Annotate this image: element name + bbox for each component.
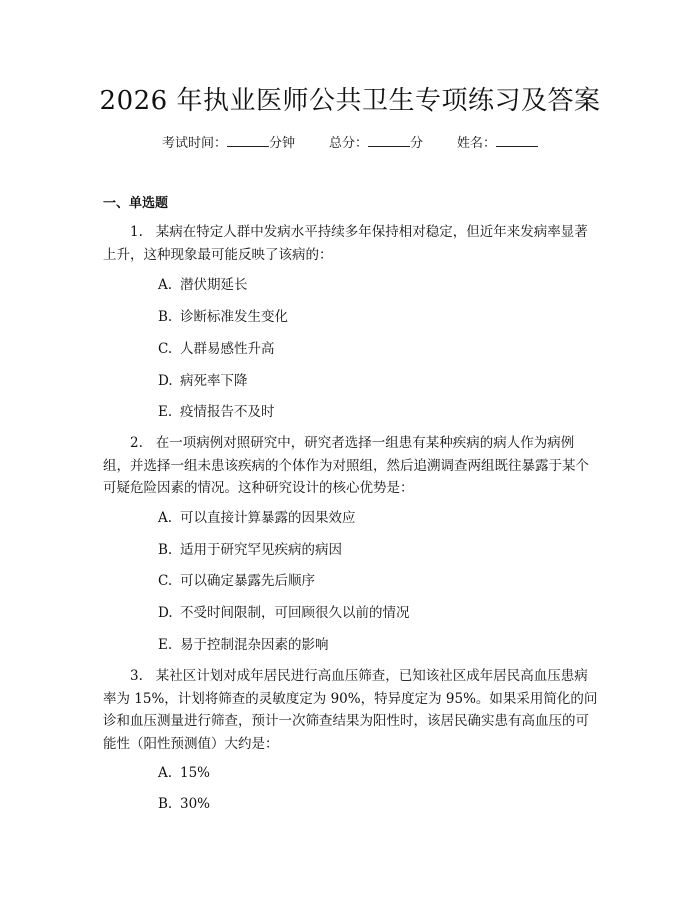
- option-item: [158, 403, 275, 421]
- page-title: 2026 年执业医师公共卫生专项练习及答案: [99, 86, 601, 116]
- option-letter: B.: [158, 796, 173, 812]
- score-unit: 分: [410, 136, 424, 151]
- option-letter: D.: [158, 605, 173, 621]
- option-text: 病死率下降: [180, 373, 248, 389]
- option-letter: C.: [158, 573, 173, 589]
- option-text: 15%: [180, 765, 211, 781]
- option-text: 适用于研究罕见疾病的病因: [180, 542, 342, 558]
- question-text: 在一项病例对照研究中，研究者选择一组患有某种疾病的病人作为病例组，并选择一组未患该疾病的个体作为对照组，然后追溯调查两组既往暴露于某个可疑危险因素的情况。这种研究设计的核心优势是：: [103, 435, 589, 496]
- option-text: 不受时间限制，可回顾很久以前的情况: [180, 605, 410, 621]
- question-text: 某病在特定人群中发病水平持续多年保持相对稳定，但近年来发病率显著上升，这种现象最可能反映了该病的：: [103, 224, 588, 263]
- time-blank: [227, 134, 269, 147]
- option-text: 易于控制混杂因素的影响: [180, 637, 329, 653]
- name-blank: [496, 134, 538, 147]
- name-label: 姓名：: [457, 136, 497, 151]
- option-letter: C.: [158, 341, 173, 357]
- option-item: [158, 604, 410, 622]
- option-item: [158, 764, 210, 782]
- option-text: 潜伏期延长: [180, 277, 248, 293]
- option-text: 人群易感性升高: [180, 341, 275, 357]
- option-letter: A.: [158, 765, 173, 781]
- option-item: [158, 372, 248, 390]
- option-letter: A.: [158, 510, 173, 526]
- option-letter: B.: [158, 309, 173, 325]
- time-label: 考试时间：: [161, 136, 227, 151]
- option-letter: E.: [158, 404, 173, 420]
- option-item: [158, 308, 288, 326]
- option-item: [158, 636, 329, 654]
- option-item: [158, 340, 275, 358]
- option-letter: E.: [158, 637, 173, 653]
- exam-info-line: [0, 132, 700, 151]
- question-text: 某社区计划对成年居民进行高血压筛查，已知该社区成年居民高血压患病率为 15%，计划将筛查的灵敏度定为 90%，特异度定为 95%。如果采用简化的问诊和血压测量进行筛查，预计一次筛查结果为阳性时，该居民确实患有高血压的可能性（阳性预测值）大约是：: [103, 668, 598, 752]
- option-text: 30%: [180, 796, 211, 812]
- option-item: [158, 541, 342, 559]
- score-label: 总分：: [328, 136, 368, 151]
- option-text: 疫情报告不及时: [180, 404, 275, 420]
- question-number: 3.: [130, 668, 143, 684]
- option-letter: B.: [158, 542, 173, 558]
- section-heading: 一、单选题: [103, 196, 169, 211]
- question-3: [103, 665, 599, 755]
- option-text: 诊断标准发生变化: [180, 309, 288, 325]
- question-number: 2.: [130, 435, 143, 451]
- option-item: [158, 509, 356, 527]
- option-text: 可以确定暴露先后顺序: [180, 573, 315, 589]
- time-unit: 分钟: [268, 136, 295, 151]
- option-text: 可以直接计算暴露的因果效应: [180, 510, 356, 526]
- option-letter: A.: [158, 277, 173, 293]
- option-item: [158, 795, 210, 813]
- question-1: [103, 221, 599, 266]
- option-item: [158, 276, 248, 294]
- score-blank: [368, 134, 410, 147]
- option-item: [158, 572, 315, 590]
- question-2: [103, 432, 599, 500]
- question-number: 1.: [130, 224, 143, 240]
- option-letter: D.: [158, 373, 173, 389]
